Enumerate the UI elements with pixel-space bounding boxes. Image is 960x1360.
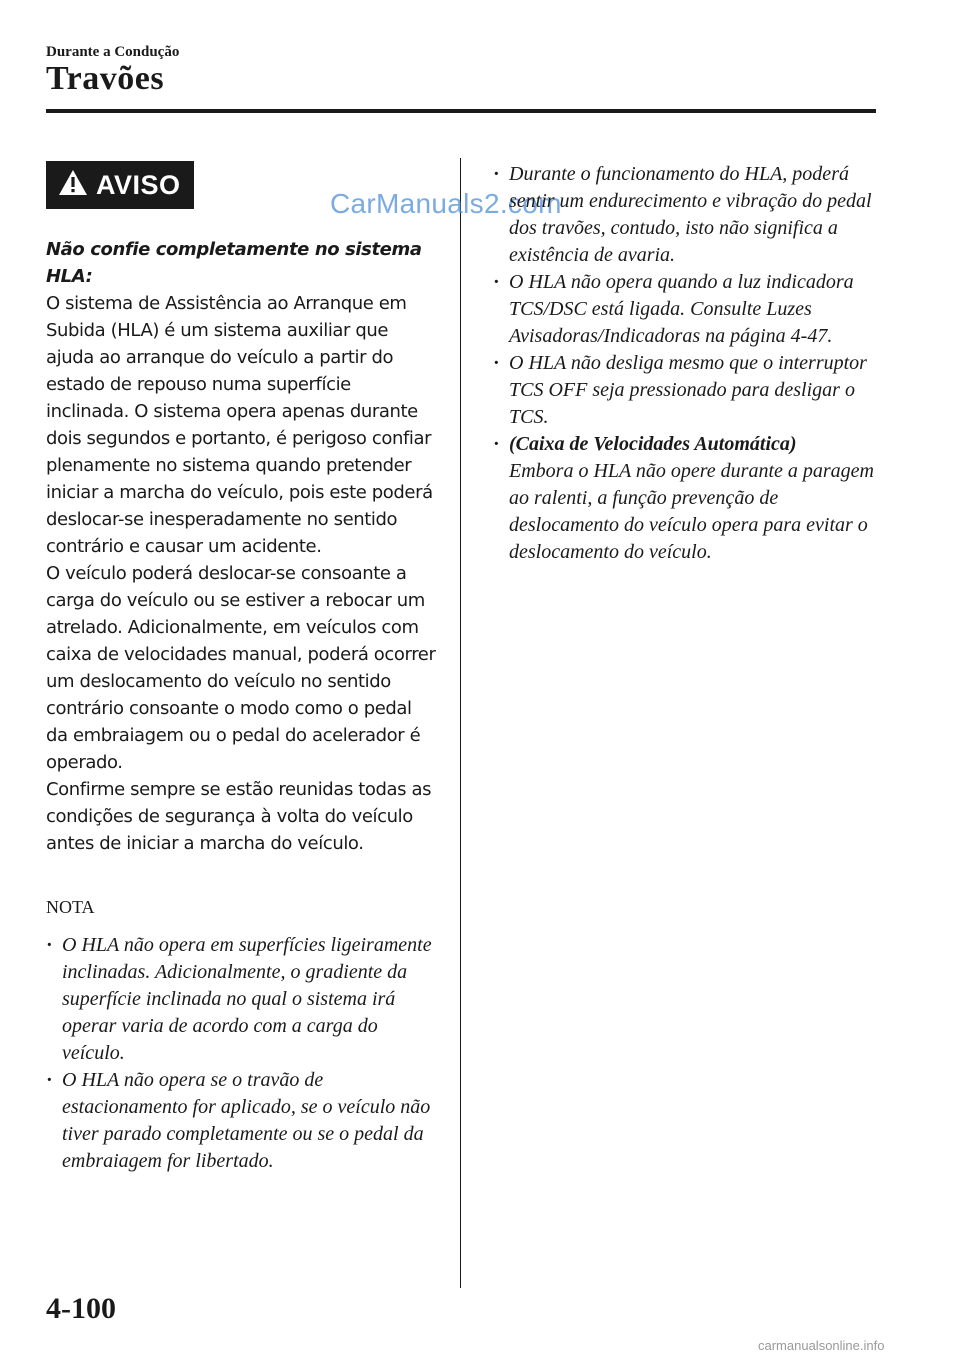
warning-paragraph: O sistema de Assistência ao Arranque em Subida (HLA) é um sistema auxiliar que ajuda ao arranque do veículo a partir do estado de repouso numa superfície inclinada. O sistema opera apenas durante dois segundos e portanto, é perigoso confiar plenamente no sistema quando pretender iniciar a marcha do veículo, pois este poderá deslocar-se inesperadamente no sentido contrário e causar um acidente. — [46, 293, 433, 557]
list-item: · O HLA não desliga mesmo que o interruptor TCS OFF seja pressionado para desligar o TCS. — [493, 350, 893, 431]
page-title: Travões — [46, 60, 165, 97]
warning-label: AVISO — [96, 169, 181, 200]
warning-heading: Não confie completamente no sistema HLA: — [46, 239, 422, 287]
list-item-lead: (Caixa de Velocidades Automática) — [509, 433, 797, 455]
page-number: 4-100 — [46, 1292, 116, 1325]
warning-paragraph: O veículo poderá deslocar-se consoante a carga do veículo ou se estiver a rebocar um atrelado. Adicionalmente, em veículos com caixa de velocidades manual, poderá ocorrer um deslocamento do veículo no sentido contrário consoante o modo como o pedal da embraiagem ou o pedal do acelerador é operado. — [46, 563, 436, 773]
watermark: CarManuals2.com — [330, 188, 562, 219]
list-item: · O HLA não opera em superfícies ligeiramente inclinadas. Adicionalmente, o gradiente da superfície inclinada no qual o sistema irá operar varia de acordo com a carga do veículo. — [46, 932, 438, 1067]
header-rule — [46, 109, 876, 113]
watermark-bottom: carmanualsonline.info — [758, 1338, 885, 1353]
list-item: · Durante o funcionamento do HLA, poderá sentir um endurecimento e vibração do pedal dos travões, contudo, isto não significa a existência de avaria. — [493, 161, 893, 269]
list-item: · O HLA não opera se o travão de estacionamento for aplicado, se o veículo não tiver parado completamente ou se o pedal da embraiagem for libertado. — [46, 1067, 438, 1175]
note-label: NOTA — [46, 897, 95, 917]
column-divider — [460, 158, 461, 1288]
warning-banner — [46, 161, 194, 209]
warning-triangle-icon — [58, 169, 88, 201]
note-list-left — [46, 932, 438, 1175]
note-list-right — [493, 161, 893, 566]
warning-body — [46, 236, 438, 857]
list-item-text: Embora o HLA não opere durante a paragem ao ralenti, a função prevenção de deslocamento do veículo opera para evitar o deslocamento do veículo. — [509, 460, 874, 563]
list-item — [493, 431, 893, 566]
warning-paragraph: Confirme sempre se estão reunidas todas as condições de segurança à volta do veículo antes de iniciar a marcha do veículo. — [46, 779, 432, 854]
section-label: Durante a Condução — [46, 44, 180, 60]
list-item: · O HLA não opera quando a luz indicadora TCS/DSC está ligada. Consulte Luzes Avisadoras/Indicadoras na página 4-47. — [493, 269, 893, 350]
